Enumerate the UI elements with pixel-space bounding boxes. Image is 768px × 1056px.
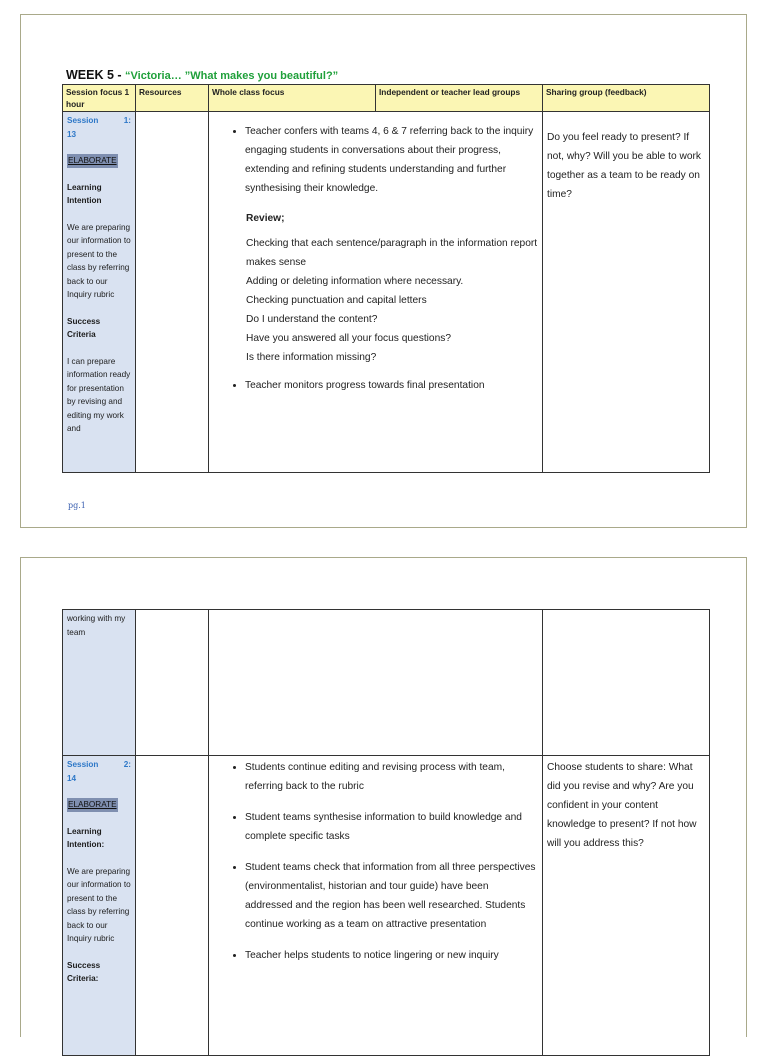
list-item: • Student teams synthesise information to build knowledge and complete specific tasks <box>245 808 538 846</box>
review-line: Do I understand the content? <box>246 314 378 325</box>
session-2-number: 14 <box>67 773 77 783</box>
review-line: Is there information missing? <box>246 352 377 363</box>
session-1-row <box>63 112 710 473</box>
header-resources: Resources <box>136 85 209 112</box>
session-1-bullets <box>219 122 538 198</box>
session-1-label: Session 1: <box>67 116 131 125</box>
review-line: Adding or deleting information where necessary. <box>246 276 464 287</box>
planning-table-page-1 <box>62 84 710 473</box>
list-item: • Students continue editing and revising process with team, referring back to the rubric <box>245 758 538 796</box>
session-1-focus-cell <box>63 112 136 473</box>
review-heading: Review; <box>246 213 285 224</box>
learning-intention-text: We are preparing our information to present to the class by referring back to our Inquiry rubric <box>67 866 131 943</box>
session-1-resources-cell <box>136 112 209 473</box>
session-2-label: Session 2: <box>67 760 131 769</box>
session-2-row <box>63 756 710 1056</box>
session-2-bullets <box>219 758 538 965</box>
list-item: • Teacher confers with teams 4, 6 & 7 referring back to the inquiry engaging students in conversations about their progress, extending and refining students understanding and further synthesising their knowledge. <box>245 122 538 198</box>
success-criteria-heading: Success Criteria: <box>67 960 101 983</box>
resources-continuation-cell <box>136 610 209 756</box>
session-1-number: 13 <box>67 129 77 139</box>
review-line: Checking that each sentence/paragraph in the information report makes sense <box>246 238 538 268</box>
week-theme-quote: “Victoria… ”What makes you beautiful?” <box>125 70 339 82</box>
session-2-whole-class-cell <box>209 756 543 1056</box>
planning-table-page-2 <box>62 609 710 1056</box>
document-page-2 <box>20 557 747 1037</box>
table-header-row <box>63 85 710 112</box>
session-2-resources-cell <box>136 756 209 1056</box>
session-1-focus-continuation <box>63 610 136 756</box>
page-number: pg.1 <box>68 501 86 510</box>
header-independent-groups: Independent or teacher lead groups <box>376 85 543 112</box>
session-1-bullets-2 <box>219 376 538 395</box>
elaborate-tag: ELABORATE <box>67 154 118 168</box>
success-criteria-text-cont: working with my team <box>67 614 126 637</box>
learning-intention-heading: Learning Intention <box>67 182 102 205</box>
elaborate-tag: ELABORATE <box>67 798 118 812</box>
session-2-focus-cell <box>63 756 136 1056</box>
week-title <box>66 68 338 82</box>
review-line: Checking punctuation and capital letters <box>246 295 427 306</box>
header-sharing-group: Sharing group (feedback) <box>543 85 710 112</box>
list-item: • Student teams check that information from all three perspectives (environmentalist, historian and tour guide) have been addressed and the region has been well researched. Students continue working as a team on attractive presentation <box>245 858 538 934</box>
whole-class-continuation-cell <box>209 610 543 756</box>
sharing-continuation-cell <box>543 610 710 756</box>
session-1-sharing-cell: Do you feel ready to present? If not, why? Will you be able to work together as a team to be ready on time? <box>543 112 710 473</box>
learning-intention-text: We are preparing our information to present to the class by referring back to our Inquiry rubric <box>67 222 131 299</box>
learning-intention-heading: Learning Intention: <box>67 826 105 849</box>
list-item: • Teacher monitors progress towards final presentation <box>245 376 538 395</box>
header-session-focus: Session focus 1 hour <box>63 85 136 112</box>
success-criteria-text: I can prepare information ready for presentation by revising and editing my work and <box>67 356 131 433</box>
list-item: • Teacher helps students to notice lingering or new inquiry <box>245 946 538 965</box>
header-whole-class-focus: Whole class focus <box>209 85 376 112</box>
week-label: WEEK 5 - <box>66 68 126 82</box>
session-2-sharing-cell: Choose students to share: What did you revise and why? Are you confident in your content knowledge to present? If not how will you address this? <box>543 756 710 1056</box>
success-criteria-heading: Success Criteria <box>67 316 101 339</box>
session-1-whole-class-cell <box>209 112 543 473</box>
session-1-continuation-row <box>63 610 710 756</box>
document-page-1 <box>20 14 747 528</box>
review-line: Have you answered all your focus questions? <box>246 333 451 344</box>
